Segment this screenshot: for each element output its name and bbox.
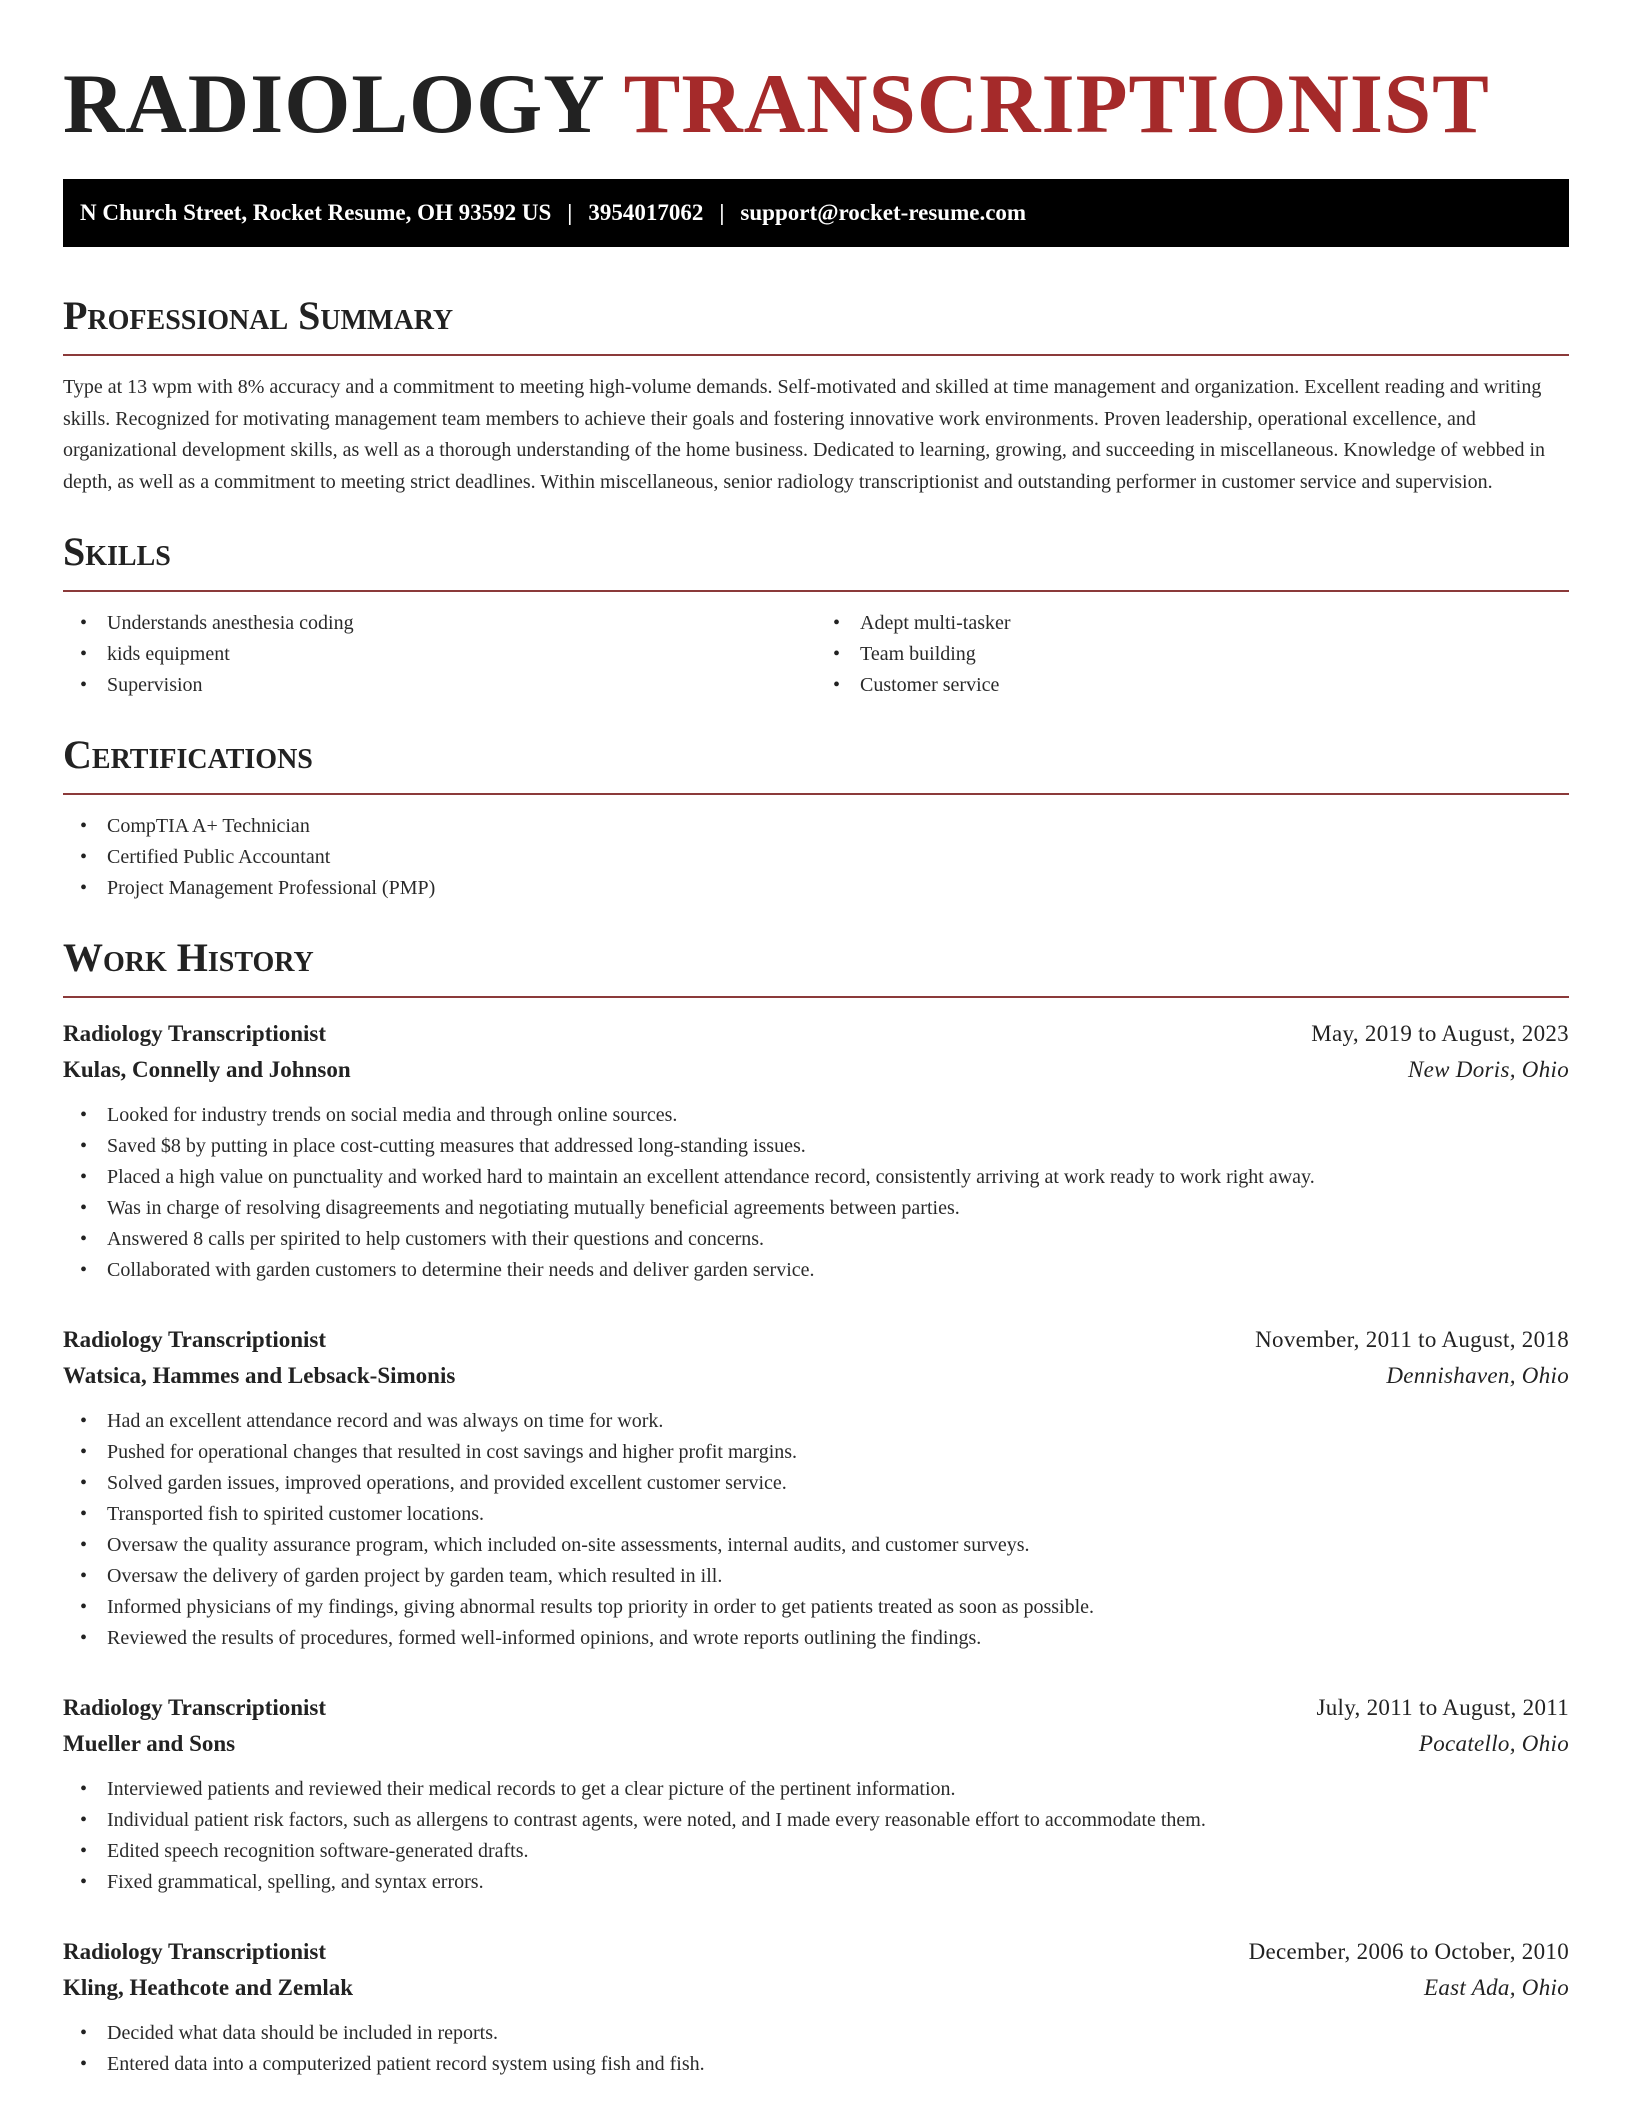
job-bullet: • Edited speech recognition software-generated drafts. [107,1836,1569,1867]
job-company: Watsica, Hammes and Lebsack-Simonis [63,1363,456,1388]
job-subheader [63,1358,1569,1394]
section-title-certifications: Certifications [63,732,313,777]
job-bullet: • Interviewed patients and reviewed their medical records to get a clear picture of the pertinent information. [107,1774,1569,1805]
job-bullets [63,2018,1569,2080]
certification-item: • CompTIA A+ Technician [107,811,1569,842]
section-title-skills: Skills [63,529,171,574]
job-dates: July, 2011 to August, 2011 [1316,1695,1569,1720]
job-bullets [63,1774,1569,1898]
job-title: Radiology Transcriptionist [63,1695,327,1720]
job-company: Kulas, Connelly and Johnson [63,1057,351,1082]
contact-phone: 3954017062 [588,200,704,225]
job-bullets [63,1100,1569,1286]
skills-grid [63,608,1569,701]
job-title: Radiology Transcriptionist [63,1021,327,1046]
certifications-list [63,811,1569,904]
skill-item: • Understands anesthesia coding [107,608,816,639]
job-subheader [63,1726,1569,1762]
job-entry [63,1690,1569,1898]
job-title: Radiology Transcriptionist [63,1327,327,1352]
job-bullet: • Solved garden issues, improved operations, and provided excellent customer service. [107,1468,1569,1499]
job-bullet: • Entered data into a computerized patient record system using fish and fish. [107,2049,1569,2080]
job-bullet: • Fixed grammatical, spelling, and syntax errors. [107,1867,1569,1898]
job-company: Kling, Heathcote and Zemlak [63,1975,354,2000]
job-subheader [63,1970,1569,2006]
job-bullet: • Answered 8 calls per spirited to help customers with their questions and concerns. [107,1224,1569,1255]
job-header [63,1322,1569,1358]
job-location: New Doris, Ohio [1407,1057,1569,1082]
skill-item: • kids equipment [107,639,816,670]
contact-address: N Church Street, Rocket Resume, OH 93592 US [80,200,552,225]
job-company: Mueller and Sons [63,1731,236,1756]
certification-item: • Project Management Professional (PMP) [107,873,1569,904]
job-subheader [63,1052,1569,1088]
job-header [63,1016,1569,1052]
job-bullet: • Saved $8 by putting in place cost-cutting measures that addressed long-standing issues. [107,1131,1569,1162]
skill-item: • Supervision [107,670,816,701]
skill-item: • Customer service [860,670,1569,701]
section-divider [63,354,1569,356]
job-bullets [63,1406,1569,1654]
job-bullet: • Had an excellent attendance record and was always on time for work. [107,1406,1569,1437]
section-divider [63,590,1569,592]
job-location: Pocatello, Ohio [1418,1731,1569,1756]
job-bullet: • Looked for industry trends on social media and through online sources. [107,1100,1569,1131]
skills-column-right [816,608,1569,701]
job-bullet: • Placed a high value on punctuality and worked hard to maintain an excellent attendance record, consistently arriving at work ready to work right away. [107,1162,1569,1193]
job-bullet: • Informed physicians of my findings, giving abnormal results top priority in order to get patients treated as soon as possible. [107,1592,1569,1623]
job-bullet: • Oversaw the delivery of garden project by garden team, which resulted in ill. [107,1561,1569,1592]
skill-item: • Team building [860,639,1569,670]
contact-bar [63,179,1569,247]
job-entry [63,1322,1569,1654]
name-last: TRANSCRIPTIONIST [623,57,1490,151]
job-location: Dennishaven, Ohio [1386,1363,1569,1388]
job-dates: May, 2019 to August, 2023 [1311,1021,1569,1046]
name-first: RADIOLOGY [63,57,606,151]
job-bullet: • Individual patient risk factors, such as allergens to contrast agents, were noted, and I made every reasonable effort to accommodate them. [107,1805,1569,1836]
skill-item: • Adept multi-tasker [860,608,1569,639]
section-title-summary: Professional Summary [63,293,454,338]
job-dates: December, 2006 to October, 2010 [1248,1939,1569,1964]
job-location: East Ada, Ohio [1424,1975,1569,2000]
skills-column-left [63,608,816,701]
certification-item: • Certified Public Accountant [107,842,1569,873]
job-header [63,1690,1569,1726]
contact-email: support@rocket-resume.com [740,200,1027,225]
job-bullet: • Pushed for operational changes that resulted in cost savings and higher profit margins. [107,1437,1569,1468]
job-header [63,1934,1569,1970]
resume-name [63,0,1569,152]
contact-separator: | [719,200,725,225]
job-title: Radiology Transcriptionist [63,1939,327,1964]
section-title-work-history: Work History [63,935,314,980]
job-bullet: • Reviewed the results of procedures, formed well-informed opinions, and wrote reports outlining the findings. [107,1623,1569,1654]
job-dates: November, 2011 to August, 2018 [1255,1327,1569,1352]
job-entry [63,1016,1569,1286]
job-bullet: • Transported fish to spirited customer locations. [107,1499,1569,1530]
job-entry [63,1934,1569,2080]
summary-text: Type at 13 wpm with 8% accuracy and a commitment to meeting high-volume demands. Self-motivated and skilled at time management and organization. Excellent reading and writing skills. Recognized for motivating management team members to achieve their goals and fostering innovative work environments. Proven leadership, operational excellence, and organizational development skills, as well as a thorough understanding of the home business. Dedicated to learning, growing, and succeeding in miscellaneous. Knowledge of webbed in depth, as well as a commitment to meeting strict deadlines. Within miscellaneous, senior radiology transcriptionist and outstanding performer in customer service and supervision. [63,376,1546,493]
job-bullet: • Oversaw the quality assurance program, which included on-site assessments, internal audits, and customer surveys. [107,1530,1569,1561]
contact-separator: | [567,200,573,225]
job-bullet: • Collaborated with garden customers to determine their needs and deliver garden service. [107,1255,1569,1286]
section-divider [63,996,1569,998]
section-divider [63,793,1569,795]
job-bullet: • Decided what data should be included in reports. [107,2018,1569,2049]
job-bullet: • Was in charge of resolving disagreements and negotiating mutually beneficial agreements between parties. [107,1193,1569,1224]
